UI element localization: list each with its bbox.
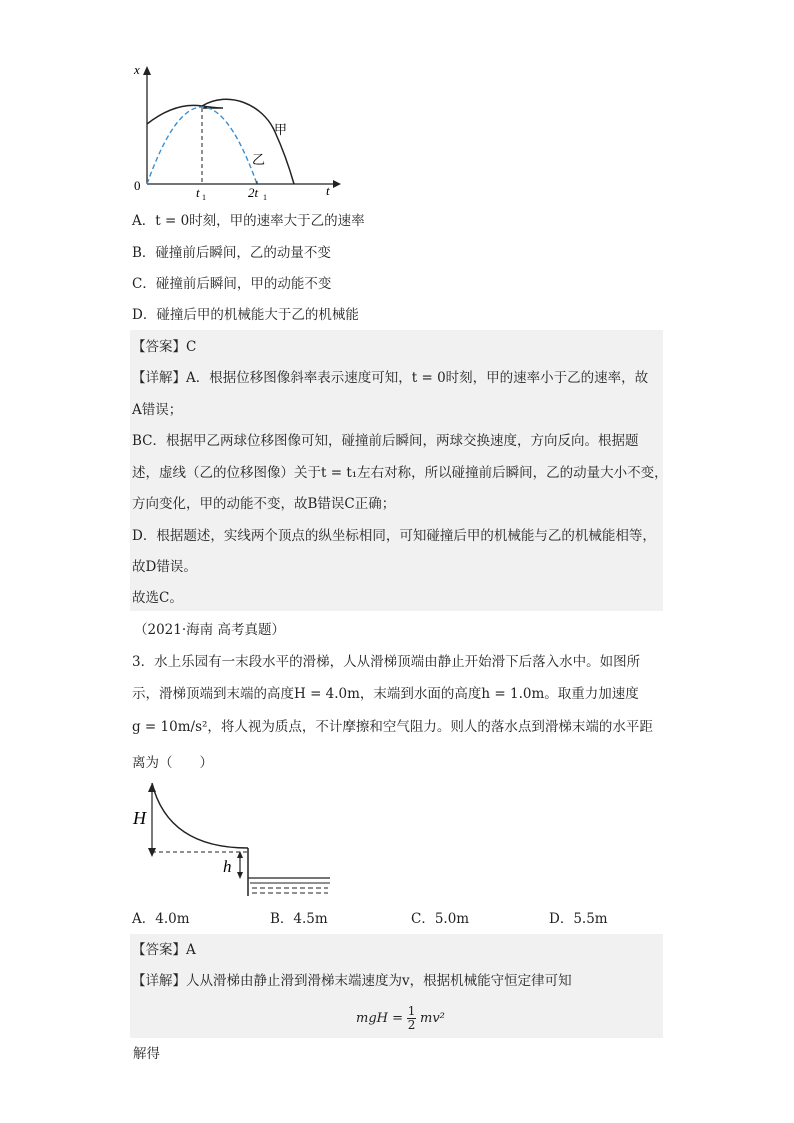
q2-option-d: D．碰撞后甲的机械能大于乙的机械能 — [132, 307, 359, 323]
axis-x-label: x — [134, 62, 140, 77]
q2-explain-line-8: 故选C。 — [132, 590, 183, 606]
q3-option-d: D．5.5m — [549, 911, 608, 927]
axis-t-label: t — [326, 183, 330, 198]
q3-stem-line-2: 示，滑梯顶端到末端的高度H = 4.0m，末端到水面的高度h = 1.0m。取重力加速度 — [132, 686, 639, 702]
q3-stem-line-1: 3．水上乐园有一末段水平的滑梯，人从滑梯顶端由静止开始滑下后落入水中。如图所 — [132, 654, 641, 670]
q2-option-c: C．碰撞前后瞬间，甲的动能不变 — [132, 276, 332, 292]
curve-jia — [147, 99, 294, 184]
displacement-time-graph — [128, 60, 343, 200]
x-axis-arrow — [143, 66, 151, 75]
q2-option-b: B．碰撞前后瞬间，乙的动量不变 — [132, 245, 331, 261]
t2-label: 2t — [248, 185, 259, 200]
q2-explain-line-2: A错误； — [132, 402, 183, 418]
slide-curve — [152, 783, 248, 848]
q3-option-b: B．4.5m — [270, 911, 328, 927]
origin-label: 0 — [134, 178, 141, 193]
t1-label: t — [196, 185, 200, 200]
q3-stem-line-4: 离为（ ） — [132, 755, 213, 771]
q3-stem-line-3: g = 10m/s²，将人视为质点，不计摩擦和空气阻力。则人的落水点到滑梯末端的水平距 — [132, 719, 653, 735]
q2-answer: 【答案】C — [132, 339, 197, 355]
label-yi: 乙 — [252, 152, 266, 167]
label-jia: 甲 — [274, 122, 288, 137]
q3-option-c: C．5.0m — [411, 911, 470, 927]
q3-option-a: A．4.0m — [132, 911, 190, 927]
t2-subscript: 1 — [263, 193, 267, 200]
q2-explain-line-4: 述，虚线（乙的位移图像）关于t = t₁左右对称，所以碰撞前后瞬间，乙的动量大小不变， — [132, 465, 668, 481]
h-arrow-bottom — [237, 872, 243, 879]
h-label: h — [223, 857, 232, 876]
q3-solve-label: 解得 — [133, 1046, 160, 1062]
q2-option-a: A．t = 0时刻，甲的速率大于乙的速率 — [132, 213, 365, 229]
formula-left: mgH = — [356, 1010, 404, 1026]
water-slide-figure — [128, 778, 338, 900]
q2-explain-line-5: 方向变化，甲的动能不变，故B错误C正确； — [132, 496, 396, 512]
t-axis-arrow — [333, 180, 341, 188]
q3-source: （2021·海南 高考真题） — [134, 622, 285, 638]
q3-answer: 【答案】A — [132, 942, 196, 958]
q2-explain-line-6: D．根据题述，实线两个顶点的纵坐标相同，可知碰撞后甲的机械能与乙的机械能相等， — [132, 528, 656, 544]
q2-explain-line-7: 故D错误。 — [132, 559, 197, 575]
formula-denominator: 2 — [407, 1017, 416, 1032]
t1-subscript: 1 — [202, 193, 206, 200]
formula-right: mv² — [420, 1010, 445, 1026]
q2-explain-line-3: BC．根据甲乙两球位移图像可知，碰撞前后瞬间，两球交换速度，方向反向。根据题 — [132, 433, 639, 449]
energy-formula — [356, 998, 445, 1038]
H-label: H — [133, 808, 146, 828]
formula-fraction — [407, 1005, 416, 1032]
q3-explain-line-1: 【详解】人从滑梯由静止滑到滑梯末端速度为v，根据机械能守恒定律可知 — [132, 973, 572, 989]
q2-explain-line-1: 【详解】A．根据位移图像斜率表示速度可知，t = 0时刻，甲的速率小于乙的速率，故 — [132, 370, 649, 386]
formula-numerator: 1 — [407, 1003, 416, 1018]
